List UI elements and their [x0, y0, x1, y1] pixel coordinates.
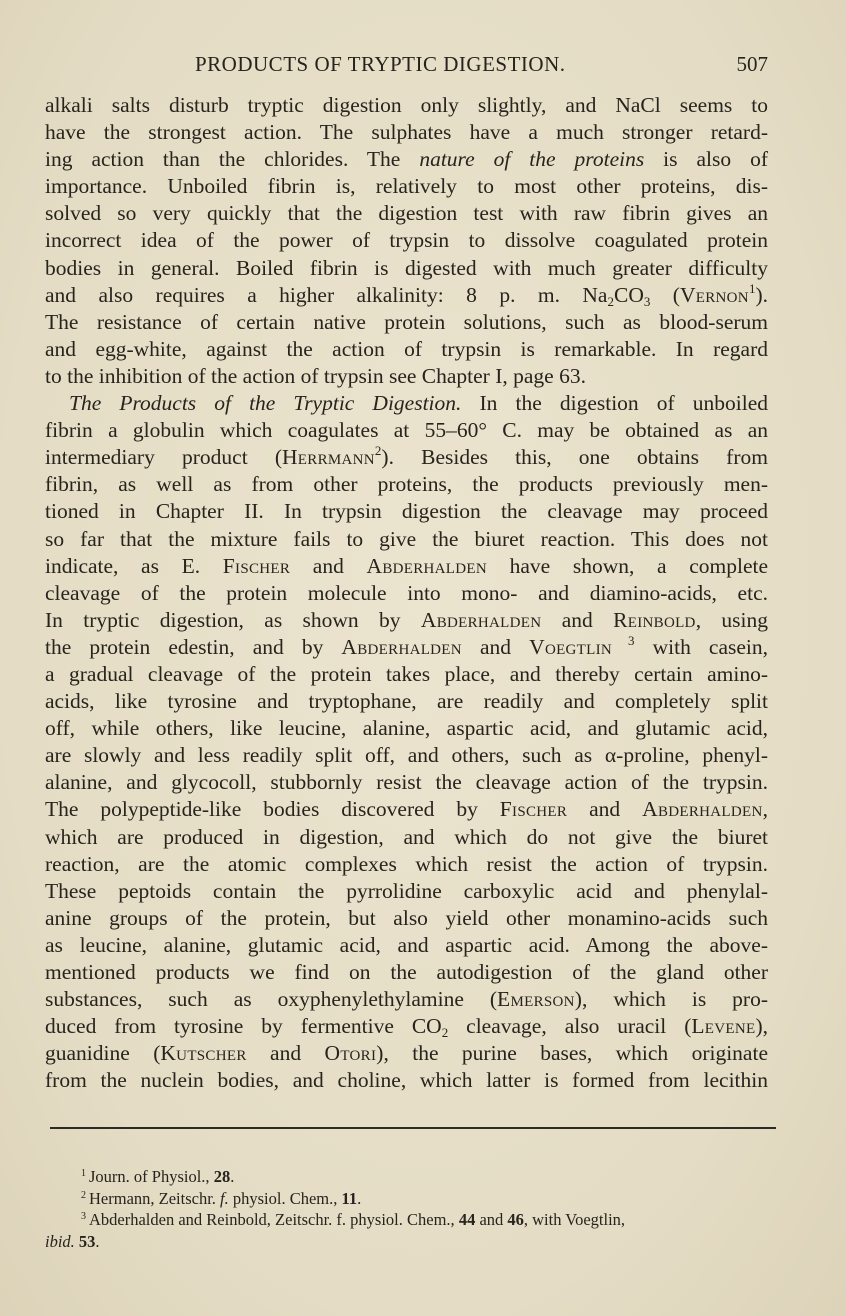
text-line: [45, 932, 768, 959]
text-segment: which are produced in digestion, and which do not give the biuret: [45, 824, 768, 849]
footnote-line: [45, 1188, 768, 1210]
text-segment: and also requires a higher alkalinity: 8 p. m. Na: [45, 282, 608, 307]
text-segment: mentioned products we find on the autodigestion of the gland other: [45, 960, 768, 984]
text-segment: 11: [341, 1188, 358, 1208]
text-segment: nature of the proteins: [419, 147, 645, 172]
text-line: [45, 905, 768, 932]
text-line: [45, 471, 768, 498]
text-segment: 2: [441, 1025, 449, 1041]
text-segment: is also of: [644, 147, 768, 172]
text-segment: intermediary product (: [45, 445, 282, 470]
text-line: [45, 688, 768, 715]
text-segment: cleavage of the protein molecule into mono- and diamino-acids, etc.: [45, 580, 768, 605]
footnote-line: [45, 1166, 768, 1188]
text-segment: In the digestion of unboiled: [461, 391, 768, 416]
text-line: [45, 824, 768, 851]
text-segment: and: [567, 797, 643, 822]
text-line: [45, 580, 768, 607]
text-segment: ).: [755, 282, 768, 307]
text-segment: alanine, and glycocoll, stubbornly resist the cleavage action of the trypsin.: [45, 770, 768, 795]
author-name: Fischer: [499, 797, 568, 822]
text-segment: Abderhalden and Reinbold, Zeitschr. f. physiol. Chem.,: [89, 1210, 459, 1229]
text-segment: from the nuclein bodies, and choline, which latter is formed from lecithin: [45, 1068, 768, 1093]
text-segment: 2: [607, 293, 614, 309]
author-name: Abderhalden: [420, 607, 542, 632]
text-segment: The resistance of certain native protein solutions, such as blood-serum: [45, 309, 768, 334]
text-segment: f.: [220, 1188, 229, 1208]
footnote-line: [45, 1209, 768, 1231]
text-line: [45, 715, 768, 742]
text-segment: and: [541, 607, 614, 632]
text-segment: duced from tyrosine by fermentive CO: [45, 1014, 442, 1039]
author-name: Voegtlin: [529, 634, 613, 659]
text-segment: (: [650, 282, 680, 307]
text-line: [45, 769, 768, 796]
text-segment: importance. Unboiled fibrin is, relatively to most other proteins, dis-: [45, 174, 768, 199]
text-segment: have the strongest action. The sulphates have a much stronger retard-: [45, 120, 768, 145]
text-segment: and: [475, 1210, 508, 1229]
footnotes: [45, 1166, 768, 1252]
text-segment: Journ. of Physiol.,: [89, 1167, 214, 1186]
text-segment: ), which is pro-: [574, 987, 768, 1012]
text-line: [45, 200, 768, 227]
author-name: Vernon: [679, 282, 749, 307]
text-line: [45, 363, 768, 390]
text-segment: CO: [613, 282, 644, 307]
page-number: 507: [736, 52, 768, 76]
author-name: Abderhalden: [642, 797, 763, 822]
text-line: [45, 173, 768, 200]
author-name: Emerson: [497, 987, 575, 1012]
text-segment: These peptoids contain the pyrrolidine carboxylic acid and phenylal-: [45, 878, 768, 903]
text-segment: acids, like tyrosine and tryptophane, are readily and completely split: [45, 689, 768, 714]
text-line: [45, 553, 768, 580]
text-segment: ), the purine bases, which originate: [376, 1041, 768, 1066]
text-segment: , using: [695, 607, 768, 632]
text-line: [45, 498, 768, 525]
text-line: [45, 661, 768, 688]
footnote-marker: 2: [374, 443, 382, 459]
footnote-marker: 1: [81, 1168, 86, 1179]
text-segment: 28: [213, 1167, 231, 1186]
text-segment: ing action than the chlorides. The: [45, 147, 420, 172]
text-segment: The polypeptide-like bodies discovered by: [45, 797, 500, 822]
text-segment: In tryptic digestion, as shown by: [45, 607, 421, 632]
text-segment: and: [246, 1041, 325, 1066]
text-segment: substances, such as oxyphenylethylamine (: [45, 987, 498, 1012]
text-segment: guanidine (: [45, 1041, 161, 1066]
text-line: [45, 309, 768, 336]
text-segment: ibid.: [45, 1231, 75, 1251]
text-segment: Hermann, Zeitschr.: [89, 1188, 221, 1208]
author-name: Reinbold: [613, 607, 696, 632]
author-name: Levene: [691, 1014, 756, 1039]
text-segment: solved so very quickly that the digestion test with raw fibrin gives an: [45, 201, 768, 226]
text-line: [45, 1040, 768, 1067]
text-line: [45, 851, 768, 878]
text-segment: cleavage, also uracil (: [448, 1014, 692, 1039]
text-segment: fibrin, as well as from other proteins, the products previously men-: [45, 472, 768, 497]
text-segment: indicate, as E.: [45, 553, 223, 578]
text-line: [45, 607, 768, 634]
text-line: [45, 227, 768, 254]
text-segment: so far that the mixture fails to give the biuret reaction. This does not: [45, 526, 768, 551]
footnote-marker: 3: [612, 632, 635, 648]
running-title: PRODUCTS OF TRYPTIC DIGESTION.: [195, 52, 566, 76]
footnote-line: [45, 1231, 768, 1253]
text-line: [45, 282, 768, 309]
text-segment: 53: [78, 1231, 96, 1251]
text-line: [45, 390, 768, 417]
author-name: Kutscher: [160, 1041, 247, 1066]
text-line: [45, 1013, 768, 1040]
author-name: Herrmann: [281, 445, 375, 470]
text-line: [45, 526, 768, 553]
text-line: [45, 146, 768, 173]
text-segment: 3: [643, 293, 651, 309]
text-segment: 46: [507, 1210, 524, 1229]
text-segment: as leucine, alanine, glutamic acid, and aspartic acid. Among the above-: [45, 932, 768, 957]
text-segment: physiol. Chem.,: [228, 1188, 342, 1208]
text-segment: with casein,: [634, 634, 769, 659]
footnote-marker: 3: [81, 1211, 86, 1222]
author-name: Otori: [324, 1041, 377, 1066]
text-segment: The Products of the Tryptic Digestion.: [69, 391, 462, 416]
text-segment: have shown, a complete: [487, 553, 769, 578]
text-line: [45, 255, 768, 282]
page-header: [45, 52, 768, 80]
text-segment: a gradual cleavage of the protein takes place, and thereby certain amino-: [45, 661, 768, 686]
text-line: [45, 634, 768, 661]
body-text: [45, 92, 768, 1094]
text-segment: the protein edestin, and by: [45, 634, 342, 659]
text-segment: .: [357, 1188, 362, 1208]
text-segment: .: [95, 1231, 100, 1251]
text-segment: anine groups of the protein, but also yield other monamino-acids such: [45, 905, 768, 930]
text-segment: ,: [762, 797, 769, 822]
text-line: [45, 92, 768, 119]
text-line: [45, 796, 768, 823]
text-line: [45, 742, 768, 769]
text-segment: and: [290, 553, 367, 578]
text-segment: 44: [458, 1210, 476, 1229]
text-segment: ),: [755, 1014, 768, 1039]
text-segment: to the inhibition of the action of trypsin see Chapter I, page 63.: [45, 363, 586, 388]
text-line: [45, 1067, 768, 1094]
author-name: Abderhalden: [341, 634, 462, 659]
text-segment: , with Voegtlin,: [523, 1210, 626, 1229]
text-line: [45, 959, 768, 986]
text-segment: and: [461, 634, 530, 659]
text-segment: and egg-white, against the action of trypsin is remarkable. In regard: [45, 336, 768, 361]
text-segment: are slowly and less readily split off, and others, such as α-proline, phenyl-: [45, 743, 768, 768]
text-segment: reaction, are the atomic complexes which resist the action of trypsin.: [45, 851, 768, 876]
text-line: [45, 417, 768, 444]
text-segment: tioned in Chapter II. In trypsin digestion the cleavage may proceed: [45, 499, 768, 524]
footnote-marker: 2: [81, 1189, 86, 1201]
text-segment: .: [230, 1167, 235, 1186]
author-name: Abderhalden: [366, 553, 487, 578]
text-segment: ). Besides this, one obtains from: [381, 445, 768, 470]
text-segment: bodies in general. Boiled fibrin is digested with much greater difficulty: [45, 255, 768, 280]
text-line: [45, 119, 768, 146]
text-segment: incorrect idea of the power of trypsin to dissolve coagulated protein: [45, 228, 768, 253]
footnote-rule: [50, 1127, 776, 1129]
text-line: [45, 878, 768, 905]
text-segment: fibrin a globulin which coagulates at 55–60° C. may be obtained as an: [45, 418, 768, 443]
text-segment: alkali salts disturb tryptic digestion only slightly, and NaCl seems to: [45, 93, 768, 117]
text-line: [45, 986, 768, 1013]
text-segment: off, while others, like leucine, alanine, aspartic acid, and glutamic acid,: [45, 716, 768, 741]
author-name: Fischer: [222, 553, 291, 578]
footnote-marker: 1: [748, 280, 756, 296]
text-line: [45, 336, 768, 363]
text-line: [45, 444, 768, 471]
